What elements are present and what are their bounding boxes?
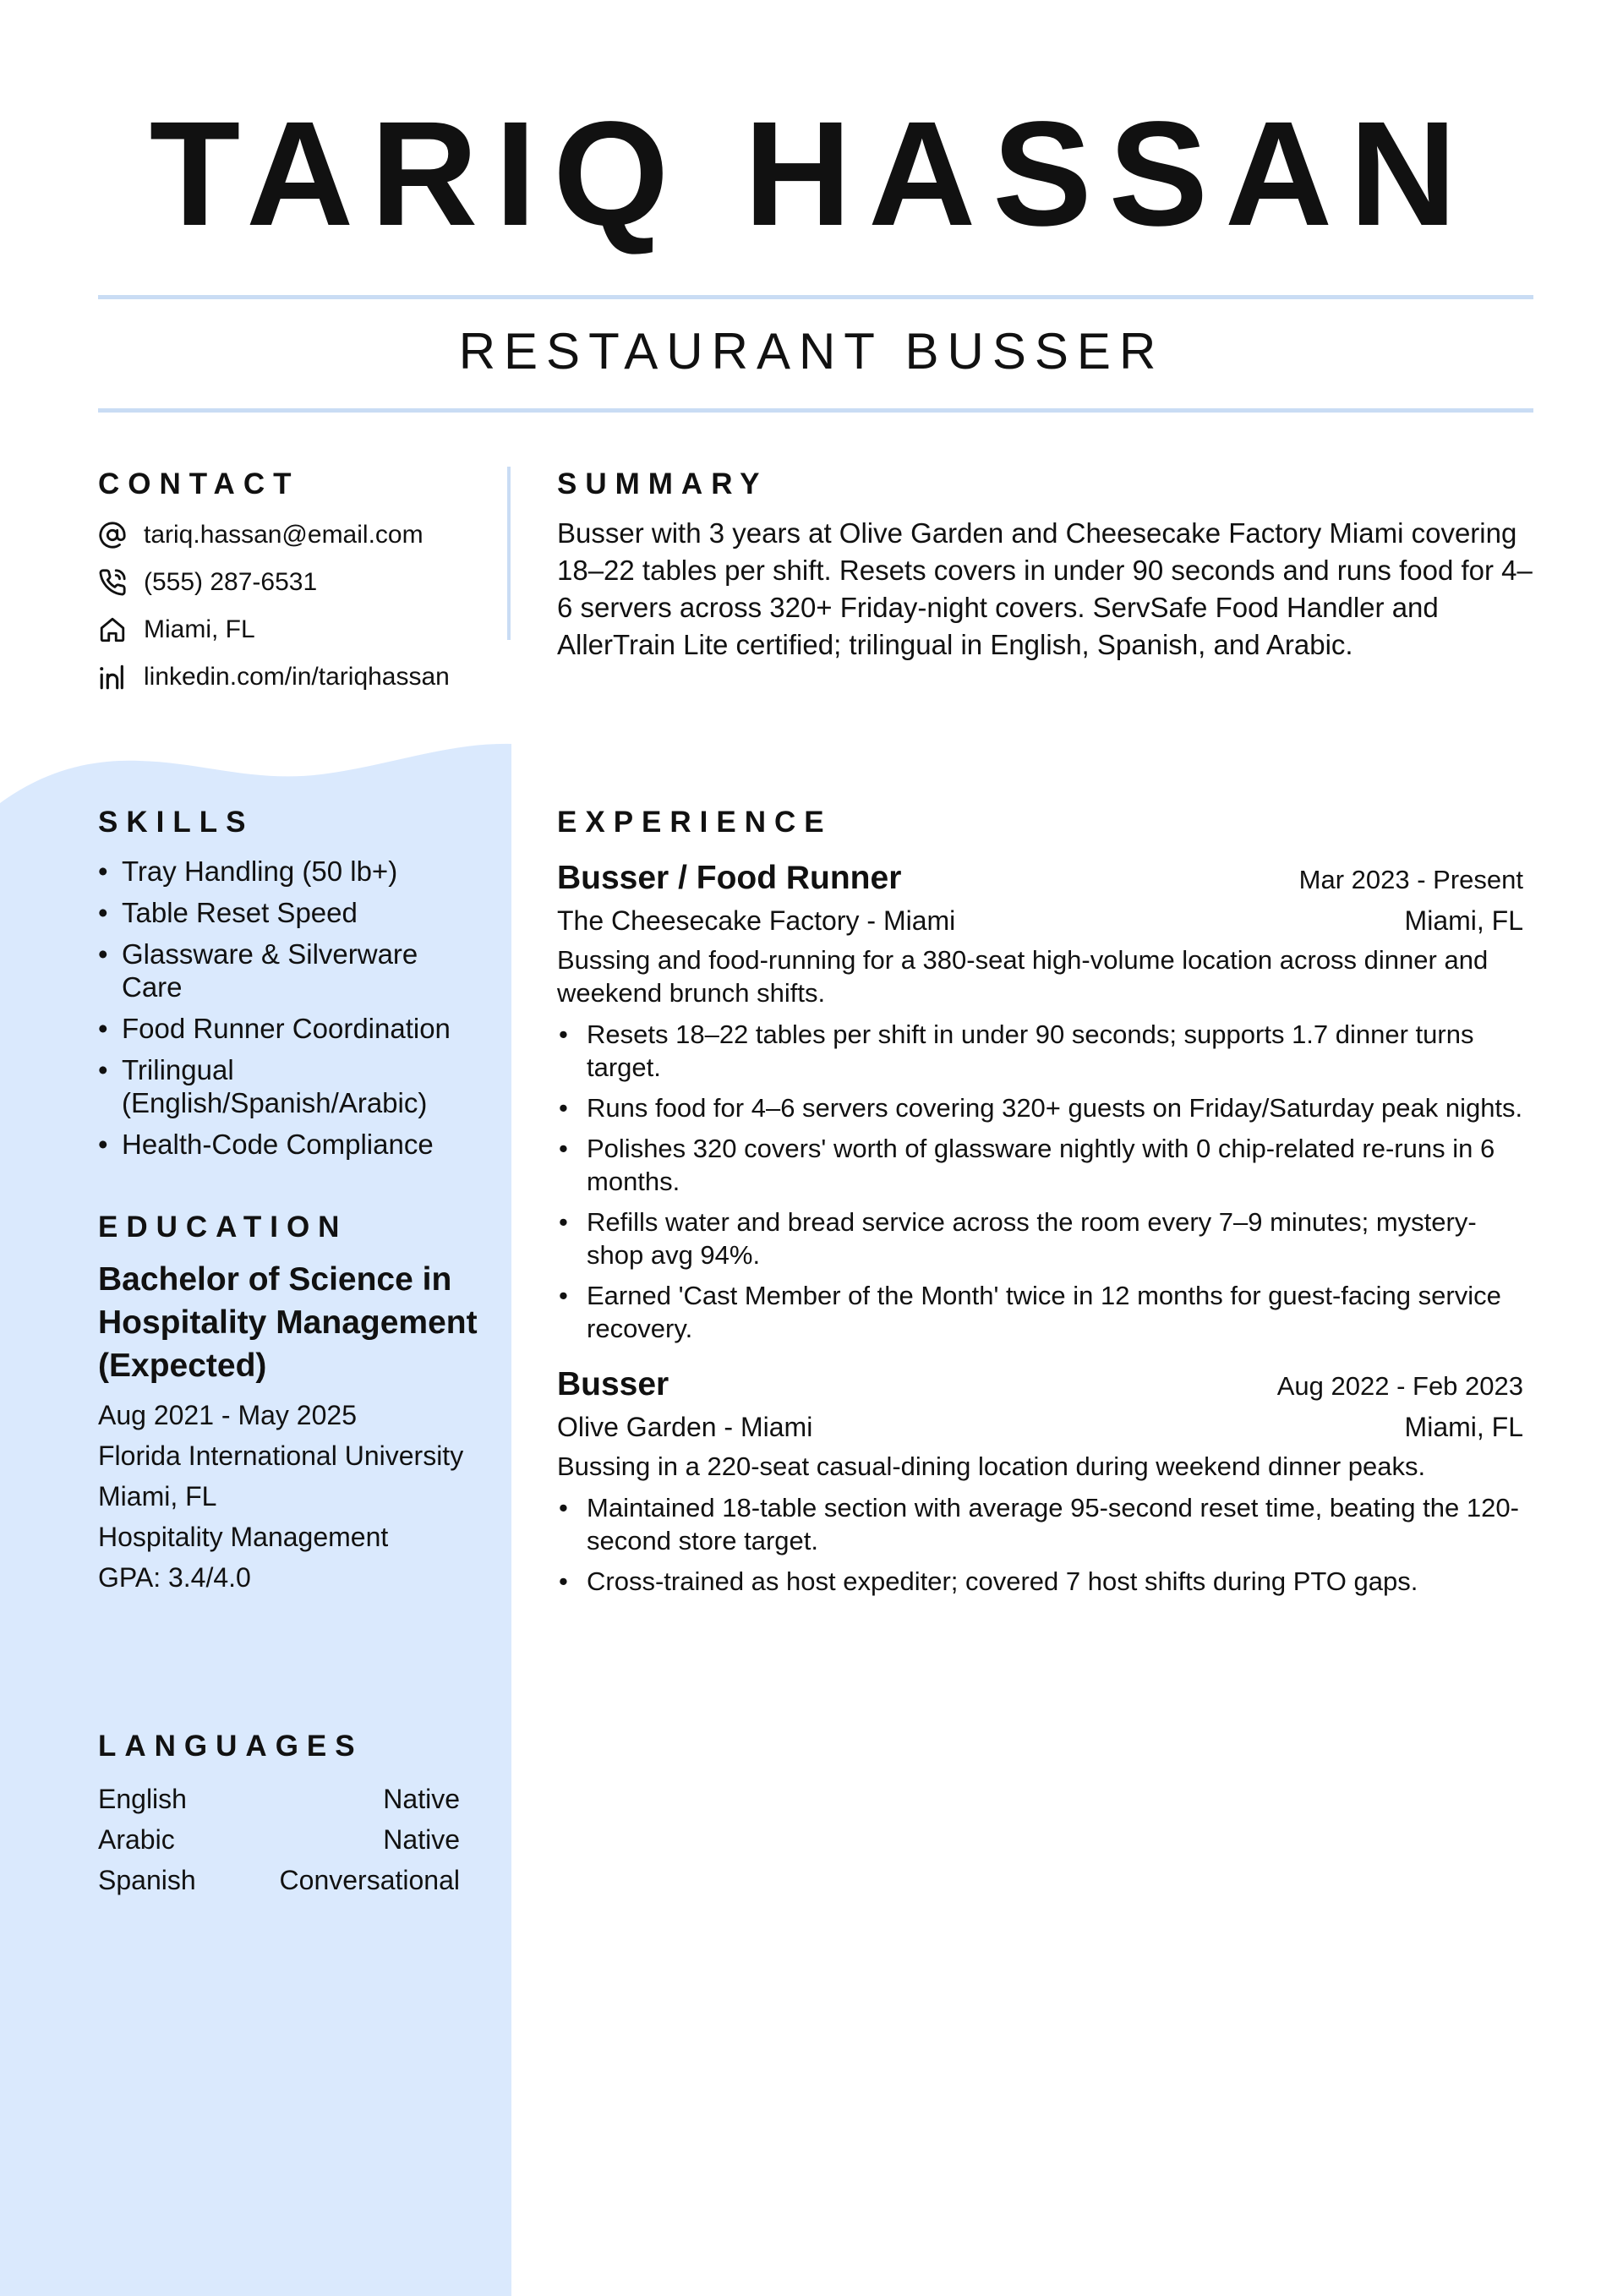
email-icon [98, 519, 130, 551]
skills-list [98, 855, 470, 1169]
skill-item: • Table Reset Speed [98, 896, 470, 929]
language-row [98, 1779, 460, 1819]
job-description: Bussing in a 220-seat casual-dining location during weekend dinner peaks. [557, 1451, 1426, 1481]
language-level: Native [383, 1784, 460, 1814]
languages-heading: LANGUAGES [98, 1730, 363, 1763]
job-bullets [557, 1018, 1523, 1345]
contact-email-text: tariq.hassan@email.com [144, 521, 424, 549]
contact-list [98, 511, 495, 701]
column-divider [507, 467, 511, 640]
job-subheader [557, 901, 1523, 940]
contact-phone[interactable] [98, 559, 495, 606]
education-field: Hospitality Management [98, 1522, 389, 1552]
job-header [557, 857, 1523, 901]
summary-heading: SUMMARY [557, 467, 768, 500]
education-school: Florida International University [98, 1440, 464, 1471]
job-location: Miami, FL [1404, 905, 1523, 936]
language-name: English [98, 1784, 187, 1814]
education-heading: EDUCATION [98, 1211, 348, 1244]
linkedin-icon [98, 661, 130, 693]
header-divider-top [98, 295, 1533, 299]
job-bullet: • Earned 'Cast Member of the Month' twice in 12 months for guest-facing service recovery. [557, 1279, 1523, 1345]
header-divider-bottom [98, 408, 1533, 413]
education-dates: Aug 2021 - May 2025 [98, 1400, 357, 1430]
job-bullet: • Maintained 18-table section with average 95-second reset time, beating the 120-second store target. [557, 1491, 1523, 1557]
job-role: Busser [557, 1366, 669, 1402]
contact-heading: CONTACT [98, 467, 300, 500]
job-bullet: • Cross-trained as host expediter; covered 7 host shifts during PTO gaps. [557, 1565, 1523, 1598]
contact-phone-text: (555) 287-6531 [144, 568, 318, 596]
experience-list [557, 857, 1523, 1616]
job-header [557, 1364, 1523, 1408]
job-company: The Cheesecake Factory - Miami [557, 905, 956, 936]
home-icon [98, 614, 130, 646]
experience-heading: EXPERIENCE [557, 806, 833, 839]
summary-text: Busser with 3 years at Olive Garden and Cheesecake Factory Miami covering 18–22 tables per shift. Resets covers in under 90 seconds and runs food for 4–6 servers across 320+ Friday-night covers. ServSafe Food Handler and AllerTrain Lite certified; trilingual in English, Spanish, and Arabic. [557, 517, 1533, 660]
job-bullet: • Polishes 320 covers' worth of glassware nightly with 0 chip-related re-runs in 6 months. [557, 1132, 1523, 1198]
contact-email[interactable] [98, 511, 495, 559]
job-title: RESTAURANT BUSSER [458, 323, 1165, 380]
phone-icon [98, 566, 130, 599]
job-bullet: • Runs food for 4–6 servers covering 320+ guests on Friday/Saturday peak nights. [557, 1091, 1523, 1124]
contact-location-text: Miami, FL [144, 615, 255, 643]
contact-location [98, 606, 495, 653]
language-name: Arabic [98, 1824, 175, 1855]
job-subheader [557, 1408, 1523, 1446]
skill-item: • Food Runner Coordination [98, 1012, 470, 1045]
experience-entry [557, 857, 1523, 1345]
job-location: Miami, FL [1404, 1412, 1523, 1442]
job-bullet: • Refills water and bread service across the room every 7–9 minutes; mystery-shop avg 94%. [557, 1205, 1523, 1271]
job-dates: Mar 2023 - Present [1298, 865, 1523, 894]
languages-list [98, 1779, 460, 1900]
job-company: Olive Garden - Miami [557, 1412, 813, 1442]
education-gpa: GPA: 3.4/4.0 [98, 1562, 251, 1593]
job-bullets [557, 1491, 1523, 1598]
language-name: Spanish [98, 1865, 196, 1895]
job-bullet: • Resets 18–22 tables per shift in under 90 seconds; supports 1.7 dinner turns target. [557, 1018, 1523, 1084]
skill-item: • Tray Handling (50 lb+) [98, 855, 470, 888]
job-role: Busser / Food Runner [557, 860, 902, 896]
candidate-name: TARIQ HASSAN [149, 91, 1474, 257]
education-location: Miami, FL [98, 1481, 217, 1512]
job-dates: Aug 2022 - Feb 2023 [1276, 1371, 1523, 1401]
language-level: Native [383, 1824, 460, 1855]
skill-item: • Health-Code Compliance [98, 1128, 470, 1161]
skills-heading: SKILLS [98, 806, 254, 839]
language-row [98, 1860, 460, 1900]
skill-item: • Trilingual (English/Spanish/Arabic) [98, 1053, 470, 1119]
job-description: Bussing and food-running for a 380-seat high-volume location across dinner and weekend brunch shifts. [557, 945, 1489, 1008]
education-entry [98, 1258, 478, 1602]
language-row [98, 1819, 460, 1860]
skill-item: • Glassware & Silverware Care [98, 938, 470, 1003]
education-degree: Bachelor of Science in Hospitality Management (Expected) [98, 1261, 478, 1384]
contact-linkedin[interactable] [98, 653, 495, 701]
language-level: Conversational [279, 1865, 460, 1895]
contact-linkedin-text: linkedin.com/in/tariqhassan [144, 663, 450, 691]
experience-entry [557, 1364, 1523, 1598]
